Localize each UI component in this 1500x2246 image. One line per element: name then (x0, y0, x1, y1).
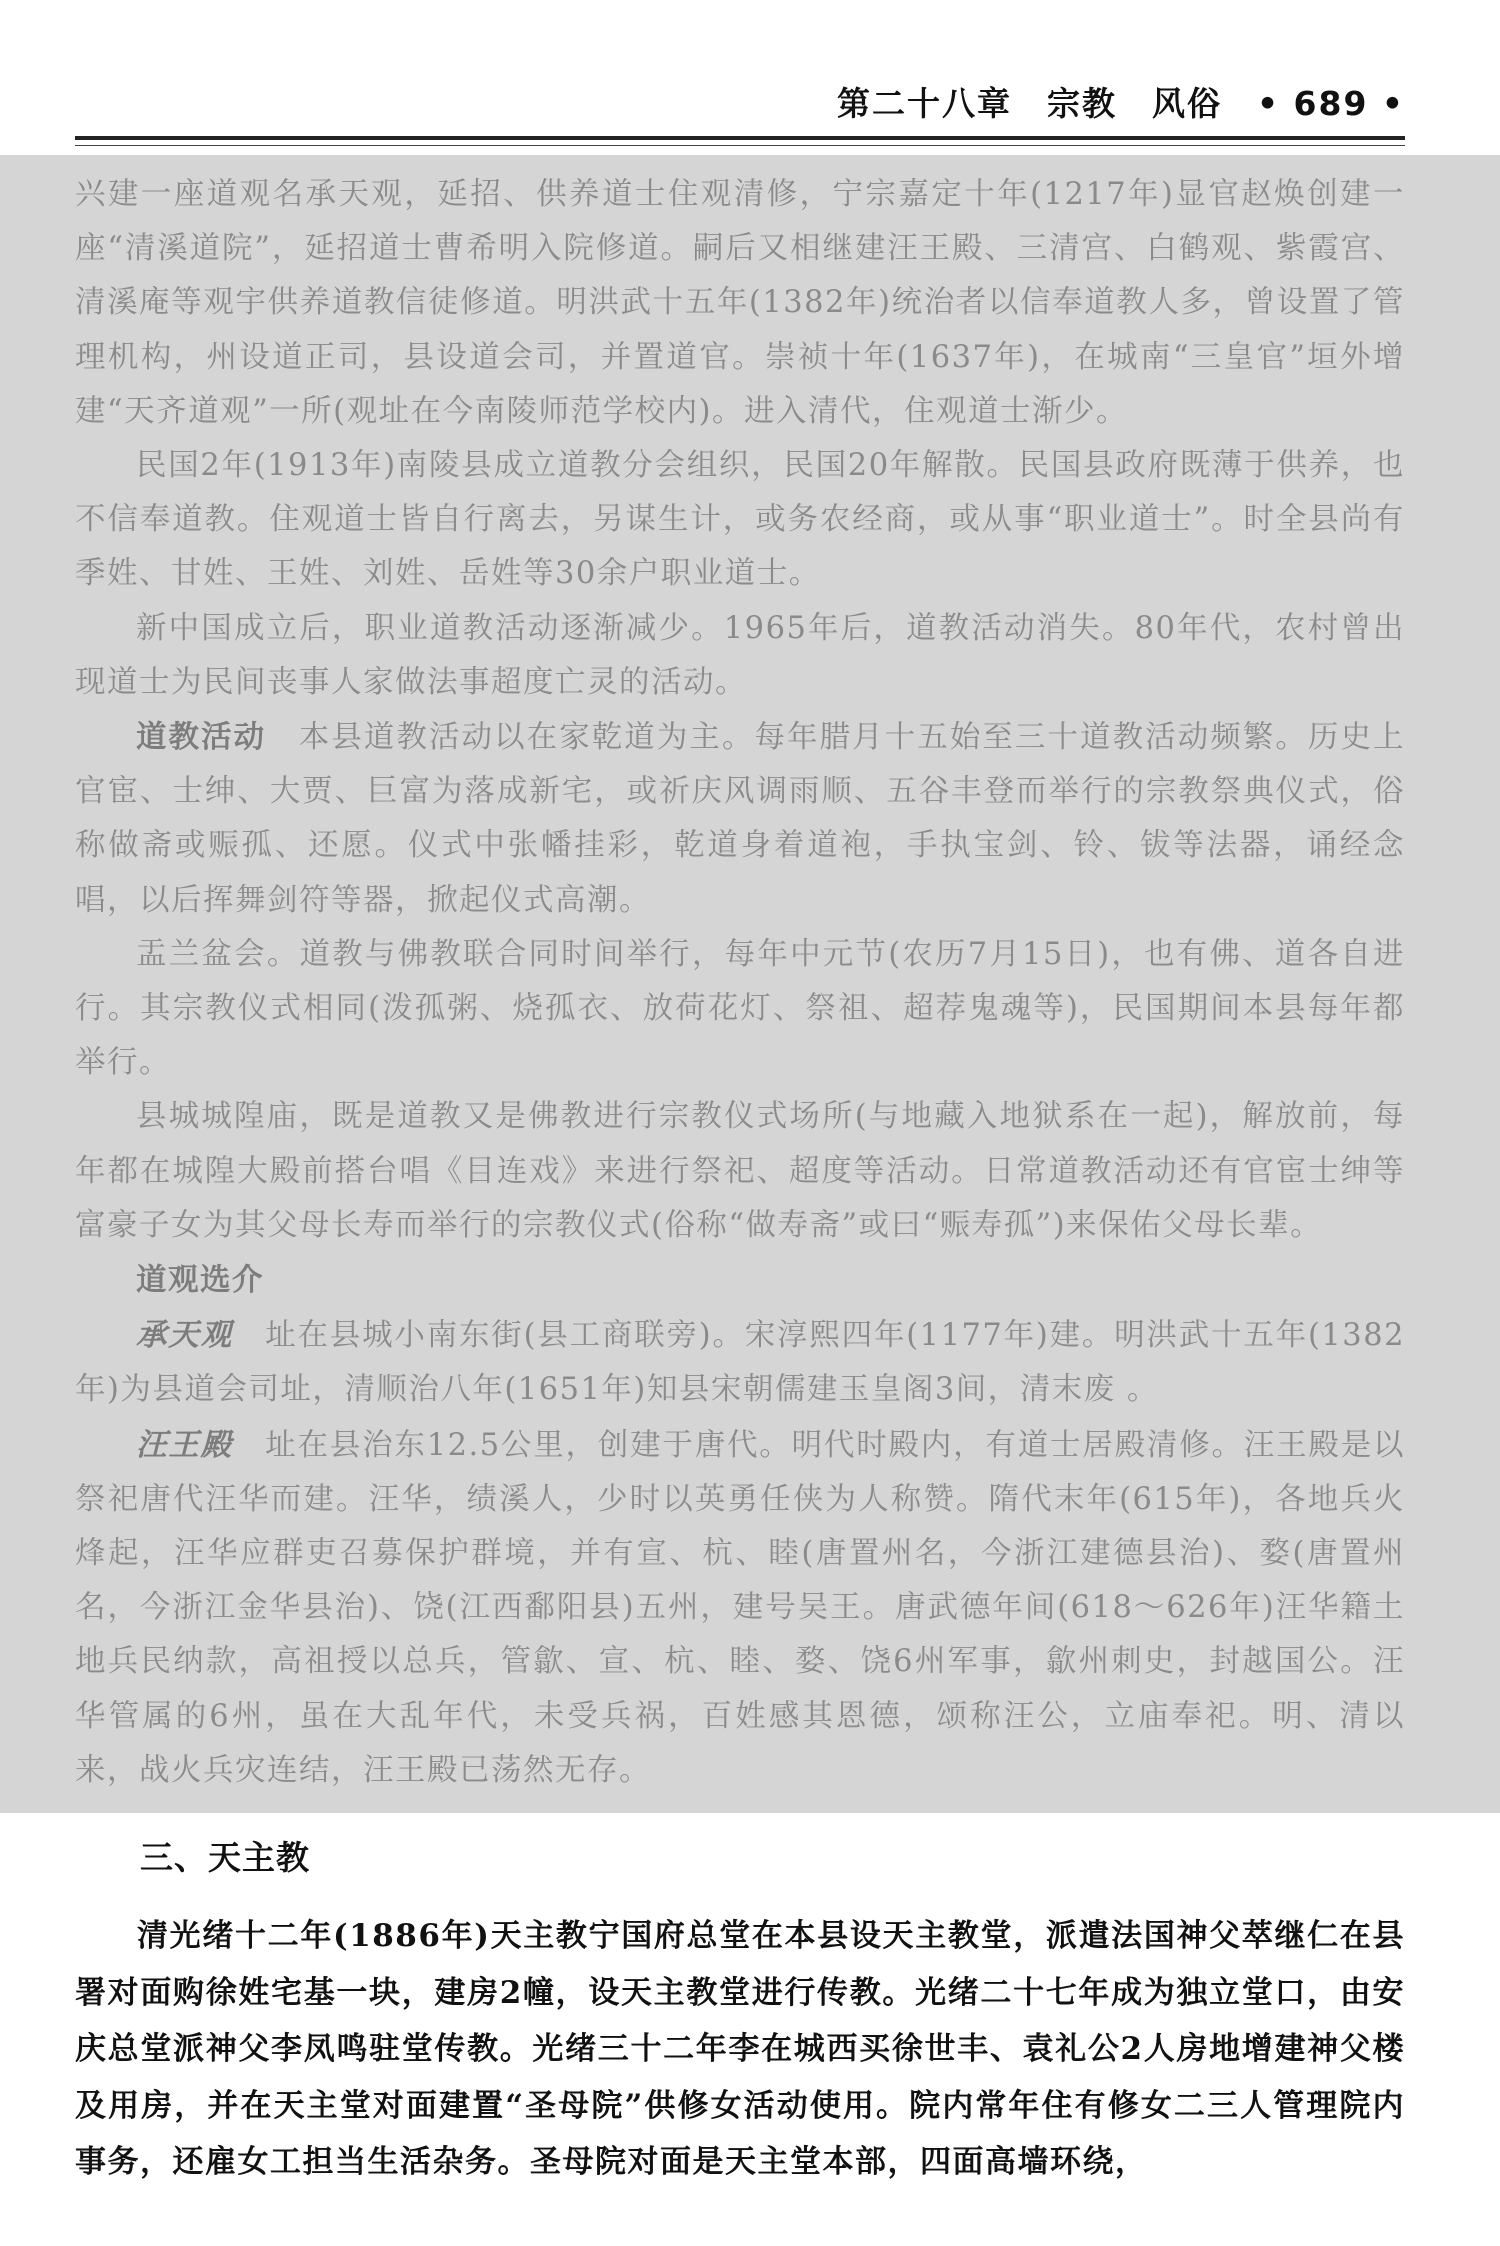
header-rule-thick (75, 136, 1405, 140)
paragraph (75, 1308, 1405, 1417)
section-title: 三、天主教 (140, 1838, 310, 1877)
paragraph-text: 址在县城小南东街(县工商联旁)。宋淳熙四年(1177年)建。明洪武十五年(1382年)为县道会司址，清顺治八年(1651年)知县宋朝儒建玉皇阁3间，清末废 。 (75, 1318, 1406, 1408)
header-rule-thin (75, 145, 1405, 146)
subheading: 道教活动 (136, 719, 267, 756)
paragraph: 县城城隍庙，既是道教又是佛教进行宗教仪式场所(与地藏入地狱系在一起)，解放前，每年都在城隍大殿前搭台唱《目连戏》来进行祭祀、超度等活动。日常道教活动还有官宦士绅等富豪子女为其父母长寿而举行的宗教仪式(俗称“做寿斋”或曰“赈寿孤”)来保佑父母长辈。 (75, 1099, 1405, 1243)
running-title: 第二十八章 宗教 风俗 • 689 • (836, 84, 1405, 123)
page-header (75, 78, 1405, 130)
paragraph-text: 本县道教活动以在家乾道为主。每年腊月十五始至三十道教活动频繁。历史上官宦、士绅、大贾、巨富为落成新宅，或祈庆风调雨顺、五谷丰登而举行的宗教祭典仪式，俗称做斋或赈孤、还愿。仪式中张幡挂彩，乾道身着道袍，手执宝剑、铃、钹等法器，诵经念唱，以后挥舞剑符等器，掀起仪式高潮。 (75, 720, 1406, 918)
entry-heading: 承天观 (136, 1317, 233, 1354)
paragraph: 兴建一座道观名承天观，延招、供养道士住观清修，宁宗嘉定十年(1217年)显官赵焕创建一座“清溪道院”，延招道士曹希明入院修道。嗣后又相继建汪王殿、三清宫、白鹤观、紫霞宫、清溪庵等观宇供养道教信徒修道。明洪武十五年(1382年)统治者以信奉道教人多，曾设置了管理机构，州设道正司，县设道会司，并置道官。崇祯十年(1637年)，在城南“三皇官”垣外增建“天齐道观”一所(观址在今南陵师范学校内)。进入清代，住观道士渐少。 (75, 177, 1405, 429)
subheading: 道观选介 (136, 1262, 264, 1299)
paragraph: 新中国成立后，职业道教活动逐渐减少。1965年后，道教活动消失。80年代，农村曾出现道士为民间丧事人家做法事超度亡灵的活动。 (75, 610, 1405, 700)
paragraph (75, 710, 1405, 928)
section-body (75, 1908, 1405, 2191)
paragraph (75, 1418, 1405, 1798)
shaded-text-block (75, 168, 1405, 1798)
paragraph: 盂兰盆会。道教与佛教联合同时间举行，每年中元节(农历7月15日)，也有佛、道各自进 行。其宗教仪式相同(泼孤粥、烧孤衣、放荷花灯、祭祖、超荐鬼魂等)，民国期间本县每年都举行。 (75, 936, 1405, 1081)
entry-heading: 汪王殿 (136, 1426, 233, 1463)
paragraph (75, 1253, 1405, 1308)
paragraph: 清光绪十二年(1886年)天主教宁国府总堂在本县设天主教堂，派遣法国神父萃继仁在县署对面购徐姓宅基一块，建房2幢，设天主教堂进行传教。光绪二十七年成为独立堂口，由安庆总堂派神父李凤鸣驻堂传教。光绪三十二年李在城西买徐世丰、袁礼公2人房地增建神父楼及用房，并在天主堂对面建置“圣母院”供修女活动使用。院内常年住有修女二三人管理院内事务，还雇女工担当生活杂务。圣母院对面是天主堂本部，四面高墙环绕， (75, 1918, 1405, 2180)
paragraph-text: 址在县治东12.5公里，创建于唐代。明代时殿内，有道士居殿清修。汪王殿是以祭祀唐代汪华而建。汪华，绩溪人，少时以英勇任侠为人称赞。隋代末年(615年)，各地兵火烽起，汪华应群吏召募保护群境，并有宣、杭、睦(唐置州名，今浙江建德县治)、婺(唐置州名，今浙江金华县治)、饶(江西鄱阳县)五州，建号吴王。唐武德年间(618～626年)汪华籍土地兵民纳款，高祖授以总兵，管歙、宣、杭、睦、婺、饶6州军事，歙州刺史，封越国公。汪华管属的6州，虽在大乱年代，未受兵祸，百姓感其恩德，颂称汪公，立庙奉祀。明、清以来，战火兵灾连结，汪王殿已荡然无存。 (75, 1427, 1405, 1788)
paragraph: 民国2年(1913年)南陵县成立道教分会组织，民国20年解散。民国县政府既薄于供养，也不信奉道教。住观道士皆自行离去，另谋生计，或务农经商，或从事“职业道士”。时全县尚有季姓、甘姓、王姓、刘姓、岳姓等30余户职业道士。 (75, 448, 1405, 592)
